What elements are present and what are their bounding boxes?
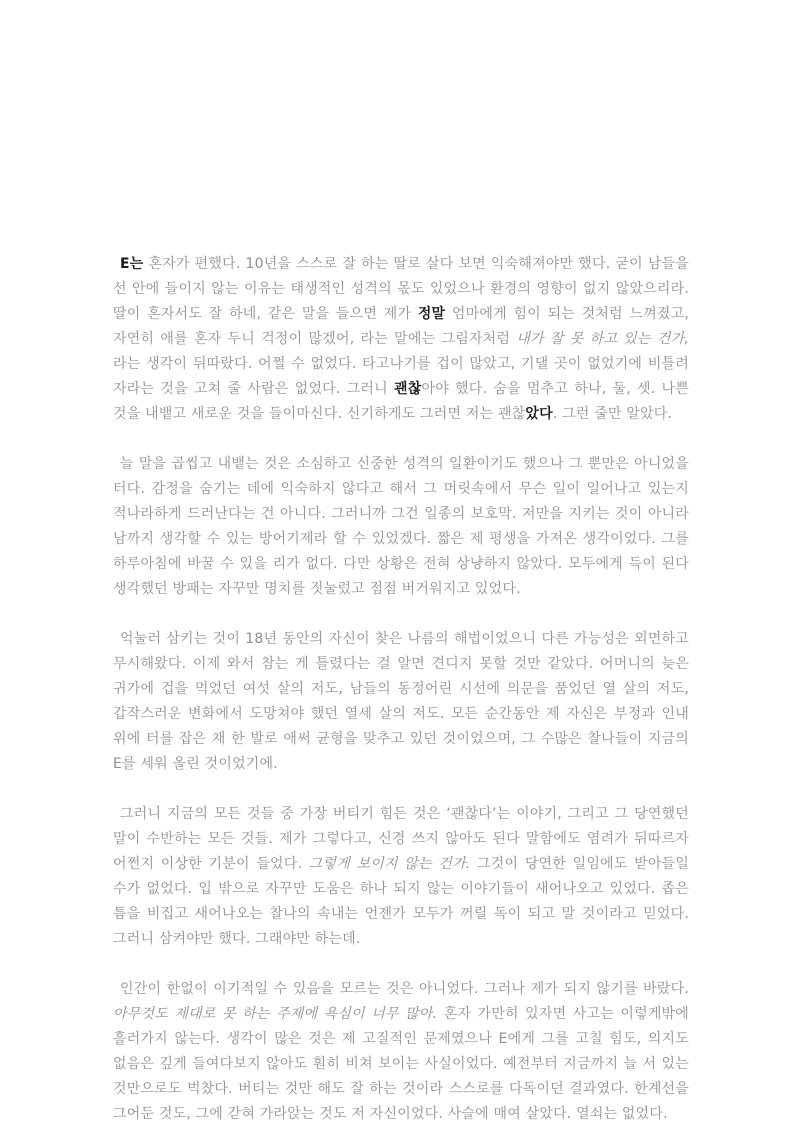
paragraph <box>113 802 689 952</box>
text-run: 아야 했다. 숨을 멈추고 하나, 둘, 셋. 나쁜 것을 내뱉고 새로운 것을 들이마신다. 신기하게도 그러면 저는 괜찮 <box>113 381 690 422</box>
text-run: 억눌러 삼키는 것이 18년 동안의 자신이 찾은 나름의 해법이었으니 다른 가능성은 외면하고 무시해왔다. 이제 와서 참는 게 틀렸다는 걸 알면 견디지 못할 것만 같았다. 어머니의 늦은 귀가에 겁을 먹었던 여섯 살의 저도, 남들의 동정어린 시선에 의문을 품었던 열 살의 저도, 갑작스러운 변화에서 도망쳐야 했던 열세 살의 저도. 모든 순간동안 제 자신은 부정과 인내 위에 터를 잡은 채 한 발로 애써 균형을 맞추고 있던 것이었으며, 그 수많은 찰나들이 지금의 E를 세워 올린 것이었기에. <box>113 631 689 772</box>
text-column <box>113 252 689 1132</box>
text-run: E는 <box>120 256 144 272</box>
paragraph <box>113 452 689 602</box>
text-run: 내가 잘 못 하고 있는 건가, <box>516 331 689 347</box>
text-run: 라는 생각이 뒤따랐다. 어쩔 수 없었다. 타고나기를 겁이 많았고, 기댈 곳이 없었기에 비틀려 자라는 것을 고쳐 줄 사람은 없었다. 그러니 <box>113 356 689 397</box>
paragraph <box>113 977 689 1127</box>
text-run: 괜찮 <box>394 381 422 397</box>
text-run: 아무것도 제대로 못 하는 주제에 욕심이 너무 많아. <box>113 1006 438 1022</box>
text-run: 혼자 가만히 있자면 사고는 이렇게밖에 흘러가지 않는다. 생각이 많은 것은 제 고질적인 문제였으나 E에게 그를 고칠 힘도, 의지도 없음은 깊게 들여다보지 않아도 훤히 비쳐 보이는 사실이었다. 예전부터 지금까지 늘 서 있는 것만으로도 벅찼다. 버티는 것만 해도 잘 하는 것이라 스스로를 다독이던 결과였다. 한계선을 그어둔 것도, 그에 갇혀 가라앉는 것도 저 자신이었다. 사슬에 매여 살았다. 열쇠는 없었다. <box>113 1006 689 1122</box>
text-run: 그러니 지금의 모든 것들 중 가장 버티기 힘든 것은 ‘괜찮다’는 이야기, 그리고 그 당연했던 말이 수반하는 모든 것들. 제가 그렇다고, 신경 쓰지 않아도 된다 말함에도 염려가 뒤따르자 어쩐지 이상한 기분이 들었다. <box>113 806 689 872</box>
text-run: 정말 <box>417 306 446 322</box>
text-run: 았다 <box>525 406 553 422</box>
text-run: 혼자가 편했다. 10년을 스스로 잘 하는 딸로 살다 보면 익숙해져야만 했다. 굳이 남들을 선 안에 들이지 않는 이유는 태생적인 성격의 몫도 있었으나 환경의 영향이 없지 않았으리라. 딸이 혼자서도 잘 하네, 같은 말을 들으면 제가 <box>113 256 689 322</box>
text-run: 그것이 당연한 일임에도 받아들일 수가 없었다. 입 밖으로 자꾸만 도움은 하나 되지 않는 이야기들이 새어나오고 있었다. 좁은 틈을 비집고 새어나오는 찰나의 속내는 언젠가 모두가 꺼릴 독이 되고 말 것이라고 믿었다. 그러니 삼켜야만 했다. 그래야만 하는데. <box>113 856 689 947</box>
paragraph <box>113 627 689 777</box>
text-run: 인간이 한없이 이기적일 수 있음을 모르는 것은 아니었다. 그러나 제가 되지 않기를 바랐다. <box>120 981 689 997</box>
text-run: 그렇게 보이지 않는 건가. <box>308 856 471 872</box>
text-run: 늘 말을 곱씹고 내뱉는 것은 소심하고 신중한 성격의 일환이기도 했으나 그 뿐만은 아니었을 터다. 감정을 숨기는 데에 익숙하지 않다고 해서 그 머릿속에서 무슨 일이 일어나고 있는지 적나라하게 드러난다는 건 아니다. 그러니까 그건 일종의 보호막. 저만을 지키는 것이 아니라 남까지 생각할 수 있는 방어기제라 할 수 있었겠다. 짧은 제 평생을 가져온 생각이었다. 그를 하루아침에 바꿀 수 있을 리가 없다. 다만 상황은 전혀 상냥하지 않았다. 모두에게 득이 된다 생각했던 방패는 자꾸만 명치를 짓눌렀고 점점 버거워지고 있었다. <box>113 456 689 597</box>
text-run: 엄마에게 힘이 되는 것처럼 느껴졌고, 자연히 애를 혼자 두니 걱정이 많겠어, 라는 말에는 그림자처럼 <box>113 306 689 347</box>
paragraph <box>113 252 689 427</box>
text-run: . 그런 줄만 알았다. <box>552 406 673 422</box>
